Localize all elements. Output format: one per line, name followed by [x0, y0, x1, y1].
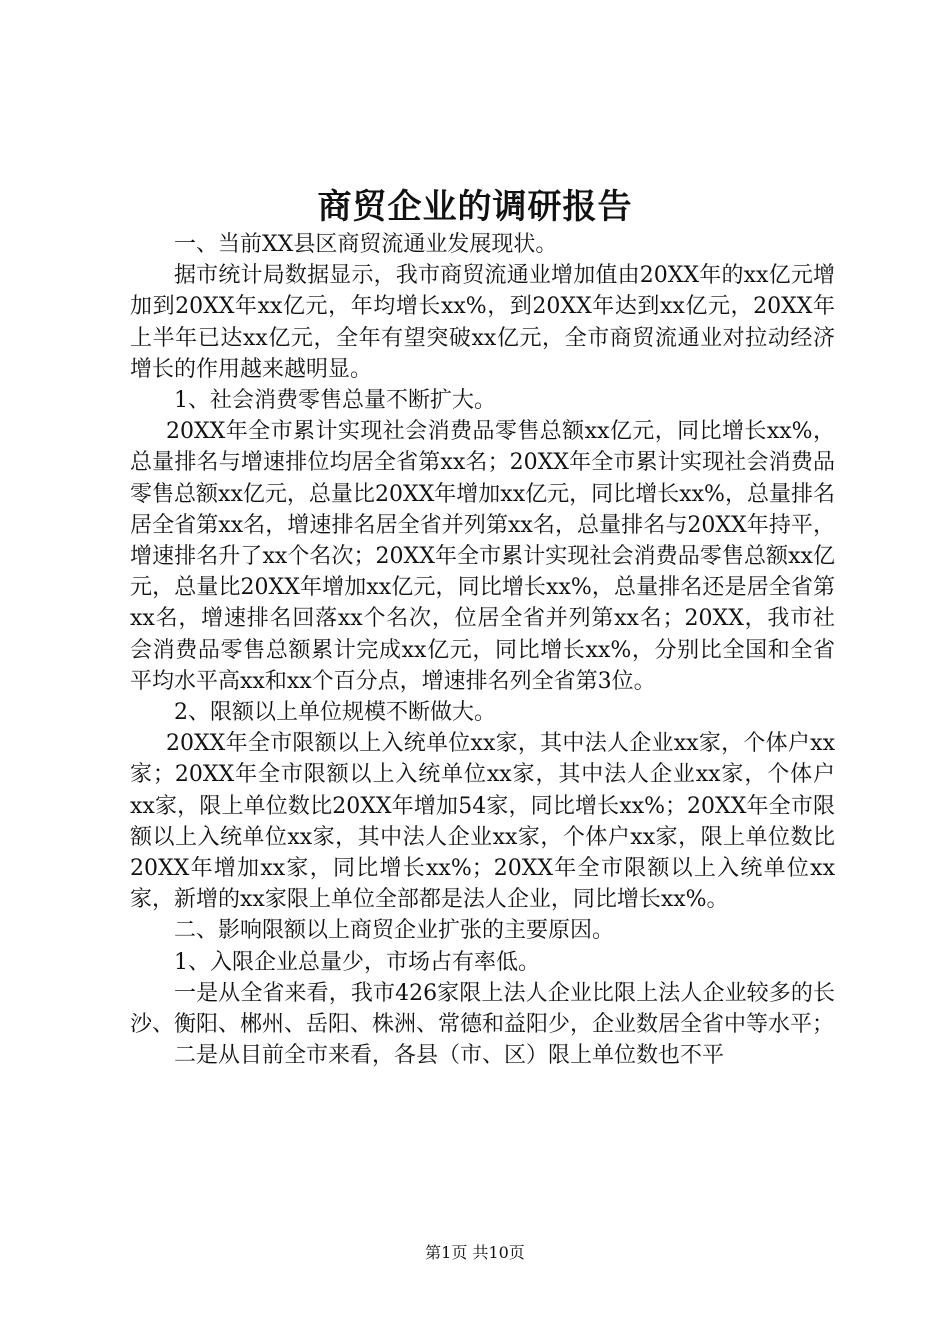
- body-paragraph: 20XX年全市限额以上入统单位xx家，其中法人企业xx家，个体户xx家；20XX年全市限额以上入统单位xx家，其中法人企业xx家，个体户xx家，限上单位数比20XX年增加54家，同比增长xx%；20XX年全市限额以上入统单位xx家，其中法人企业xx家，个体户xx家，限上单位数比20XX年增加xx家，同比增长xx%；20XX年全市限额以上入统单位xx家，新增的xx家限上单位全部都是法人企业，同比增长xx%。: [130, 731, 835, 913]
- document-body: [130, 229, 835, 1071]
- body-paragraph: 据市统计局数据显示，我市商贸流通业增加值由20XX年的xx亿元增加到20XX年xx亿元，年均增长xx%，到20XX年达到xx亿元，20XX年上半年已达xx亿元，全年有望突破xx亿元，全市商贸流通业对拉动经济增长的作用越来越明显。: [130, 263, 835, 382]
- body-paragraph: 一是从全省来看，我市426家限上法人企业比限上法人企业较多的长沙、衡阳、郴州、岳阳、株洲、常德和益阳少，企业数居全省中等水平；: [130, 980, 835, 1038]
- subsection-heading: 2、限额以上单位规模不断做大。: [174, 700, 496, 726]
- section-heading: 二、影响限额以上商贸企业扩张的主要原因。: [174, 918, 615, 944]
- section-heading: 一、当前XX县区商贸流通业发展现状。: [174, 232, 558, 257]
- body-paragraph: 二是从目前全市来看，各县（市、区）限上单位数也不平: [174, 1043, 725, 1069]
- page-footer: 第1页 共10页: [425, 1243, 525, 1262]
- document-title: 商贸企业的调研报告: [317, 187, 633, 227]
- subsection-heading: 1、社会消费零售总量不断扩大。: [174, 388, 496, 414]
- subsection-heading: 1、入限企业总量少，市场占有率低。: [174, 949, 540, 975]
- body-paragraph: 20XX年全市累计实现社会消费品零售总额xx亿元，同比增长xx%，总量排名与增速排位均居全省第xx名；20XX年全市累计实现社会消费品零售总额xx亿元，总量比20XX年增加xx亿元，同比增长xx%，总量排名居全省第xx名，增速排名居全省并列第xx名，总量排名与20XX年持平，增速排名升了xx个名次；20XX年全市累计实现社会消费品零售总额xx亿元，总量比20XX年增加xx亿元，同比增长xx%，总量排名还是居全省第xx名，增速排名回落xx个名次，位居全省并列第xx名；20XX，我市社会消费品零售总额累计完成xx亿元，同比增长xx%，分别比全国和全省平均水平高xx和xx个百分点，增速排名列全省第3位。: [130, 419, 835, 694]
